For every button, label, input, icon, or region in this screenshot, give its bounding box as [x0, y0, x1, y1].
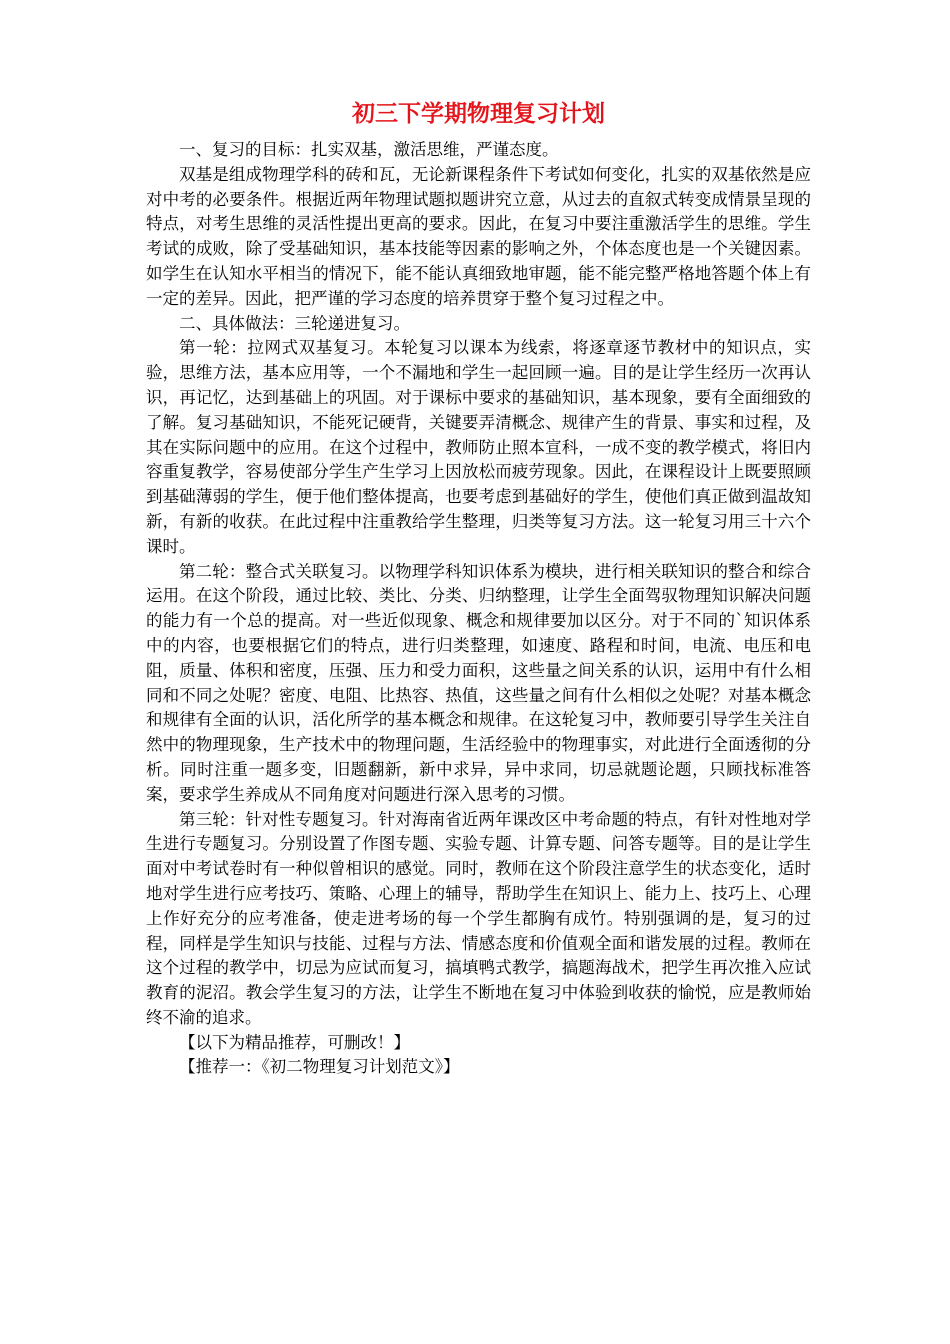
document-page: [146, 96, 811, 1080]
section-heading-goals: 一、复习的目标：扎实双基，激活思维，严谨态度。: [179, 140, 559, 159]
recommendation-one: 【推荐一：《初二物理复习计划范文》】: [179, 1057, 460, 1077]
paragraph-goals-body: 双基是组成物理学科的砖和瓦，无论新课程条件下考试如何变化，扎实的双基依然是应对中考的必要条件。根据近两年物理试题拟题讲究立意，从过去的直叙式转变成情景呈现的特点，对考生思维的灵活性提出更高的要求。因此，在复习中要注重激活学生的思维。学生考试的成败，除了受基础知识，基本技能等因素的影响之外，个体态度也是一个关键因素。如学生在认知水平相当的情况下，能不能认真细致地审题，能不能完整严格地答题个体上有一定的差异。因此，把严谨的学习态度的培养贯穿于整个复习过程之中。: [146, 164, 811, 308]
document-title: 初三下学期物理复习计划: [352, 100, 605, 127]
paragraph-round-three: 第三轮：针对性专题复习。针对海南省近两年课改区中考命题的特点，有针对性地对学生进行专题复习。分别设置了作图专题、实验专题、计算专题、问答专题等。目的是让学生面对中考试卷时有一种似曾相识的感觉。同时，教师在这个阶段注意学生的状态变化，适时地对学生进行应考技巧、策略、心理上的辅导，帮助学生在知识上、能力上、技巧上、心理上作好充分的应考准备，使走进考场的每一个学生都胸有成竹。特别强调的是，复习的过程，同样是学生知识与技能、过程与方法、情感态度和价值观全面和谐发展的过程。教师在这个过程的教学中，切忌为应试而复习，搞填鸭式教学，搞题海战术，把学生再次推入应试教育的泥沼。教会学生复习的方法，让学生不断地在复习中体验到收获的愉悦，应是教师始终不渝的追求。: [146, 809, 811, 1027]
section-heading-methods: 二、具体做法：三轮递进复习。: [179, 313, 410, 333]
paragraph-round-two: 第二轮：整合式关联复习。以物理学科知识体系为模块，进行相关联知识的整合和综合运用。在这个阶段，通过比较、类比、分类、归纳整理，让学生全面驾驭物理知识解决问题的能力有一个总的提高。对一些近似现象、概念和规律要加以区分。对于不同的`知识体系中的内容，也要根据它们的特点，进行归类整理，如速度、路程和时间，电流、电压和电阻，质量、体积和密度，压强、压力和受力面积，这些量之间关系的认识，运用中有什么相同和不同之处呢？密度、电阻、比热容、热值，这些量之间有什么相似之处呢？对基本概念和规律有全面的认识，活化所学的基本概念和规律。在这轮复习中，教师要引导学生关注自然中的物理现象，生产技术中的物理问题，生活经验中的物理事实，对此进行全面透彻的分析。同时注重一题多变，旧题翻新，新中求异，异中求同，切忌就题论题，只顾找标准答案，要求学生养成从不同角度对问题进行深入思考的习惯。: [146, 561, 811, 804]
paragraph-round-one: 第一轮：拉网式双基复习。本轮复习以课本为线索，将逐章逐节教材中的知识点，实验，思维方法，基本应用等，一个不漏地和学生一起回顾一遍。目的是让学生经历一次再认识，再记忆，达到基础上的巩固。对于课标中要求的基础知识，基本现象，要有全面细致的了解。复习基础知识，不能死记硬背，关键要弄清概念、规律产生的背景、事实和过程，及其在实际问题中的应用。在这个过程中，教师防止照本宣科，一成不变的教学模式，将旧内容重复教学，容易使部分学生产生学习上因放松而疲劳现象。因此，在课程设计上既要照顾到基础薄弱的学生，便于他们整体提高，也要考虑到基础好的学生，使他们真正做到温故知新，有新的收获。在此过程中注重教给学生整理，归类等复习方法。这一轮复习用三十六个课时。: [146, 338, 811, 556]
recommendation-note: 【以下为精品推荐，可删改！】: [179, 1032, 410, 1052]
